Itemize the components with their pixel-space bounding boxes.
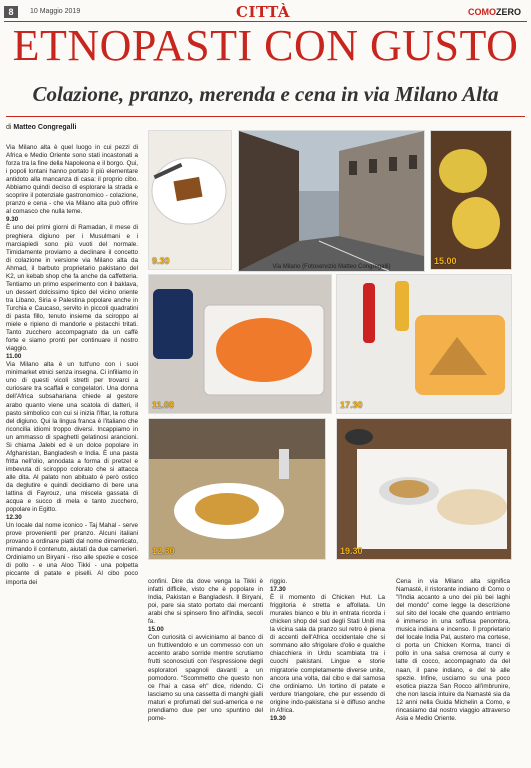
time-heading-19-30: 19.30: [270, 714, 286, 722]
intro-paragraph: Via Milano alta è quel luogo in cui pezzi di Africa e Medio Oriente sono stati incastonati a forza tra la fine della Napoleona e il borgo. Qui, i popoli lontani hanno portato il più elementare antidoto alla mancanza di casa: il proprio cibo. Abbiamo quindi deciso di esplorare la strada e scoprire il potenziale gastronomico - colazione, pranzo e cena - che via Milano alta può offrire al comasco che nulla teme.: [6, 144, 138, 216]
page-number: 8: [4, 6, 18, 18]
jalebi-illustration: [149, 275, 331, 413]
article-column-4: [396, 578, 510, 723]
photo-biryani: [148, 418, 326, 560]
photo-time-17-30: 17.30: [340, 400, 363, 410]
paragraph-afternoon: riggio.: [270, 578, 288, 585]
article-column-2: [148, 578, 263, 723]
plate-illustration: [149, 131, 231, 269]
photo-time-11-00: 11.00: [152, 400, 175, 410]
mango-illustration: [431, 131, 511, 269]
samosa-illustration: [337, 275, 511, 413]
photo-time-12-30: 12.30: [152, 546, 175, 556]
time-heading-17-30: 17.30: [270, 586, 286, 594]
photo-time-9-30: 9.30: [152, 256, 170, 266]
issue-date: 10 Maggio 2019: [30, 8, 81, 15]
photo-time-19-30: 19.30: [340, 546, 363, 556]
section-prefix: COMO: [467, 7, 496, 17]
time-heading-12-30: 12.30: [6, 514, 22, 522]
article-column-1: [6, 144, 138, 587]
newspaper-logo: CITTÀ: [236, 3, 291, 21]
biryani-illustration: [149, 419, 325, 559]
photo-chicken-korma: [336, 418, 512, 560]
time-heading-9-30: 9.30: [6, 216, 19, 224]
photo-via-milano: [238, 130, 425, 272]
paragraph-borders: confini. Dire da dove venga la Tikki è infatti difficile, visto che è popolare in India, Pakistan e Bangladesh. Il Biryani, poi, pare sia stato portato dai mercanti arabi che si spinsero fino all'India, secoli fa.: [148, 578, 263, 626]
section-label: [468, 7, 521, 17]
photo-mangoes: [430, 130, 512, 270]
paragraph-lunch: Un locale dal nome iconico - Taj Mahal - serve prove provenienti per pranzo. Alcuni italiani provano a ordinare piatti dal nome dimenticato, mimando il contenuto, aiutati da due camerieri. Ordiniamo un Biryani - riso alle spezie e cosce di pollo - e una Aloo Tikki - una polpetta piccante di patate e piselli. Al cibo poco importa dei: [6, 522, 138, 586]
subtitle-rule: [6, 116, 525, 117]
byline: [6, 124, 76, 131]
paragraph-fruit: Con curiosità ci avviciniamo al banco di un fruttivendolo e un commesso con un accento arabo sorride mentre scrutiamo frutti sconosciuti con l'espressione degli esploratori spagnoli davanti a un pomodoro. "Scommetto che questo non ce l'hai a casa eh" dice, ridendo. Ci lasciamo su una cassetta di manghi gialli maturi e profumati del sud-america e ne prendiamo due per uno spuntino del pome-: [148, 634, 263, 722]
author-name: Matteo Congregalli: [13, 124, 77, 131]
byline-prefix: di: [6, 124, 12, 131]
photo-samosa: [336, 274, 512, 414]
paragraph-breakfast: È uno dei primi giorni di Ramadan, il mese di preghiera digiuno per i Musulmani e i marciapiedi sono più vuoti del normale. Timidamente proviamo a declinare il concetto di colazione in versione via Milano alta da Ahmad, il barbuto proprietario pakistano del K2, un kebab shop che fa anche da caffetteria. Tentiamo un primo esperimento con il baklava, un dessert dolcissimo tipico del vicino oriente tra Libano, Siria e Palestina popolare anche in Turchia e Caucaso, servito in piccoli quadratini di pasta fillo, tenuto insieme da sciroppo al miele e ripieno di mandorle e pistacchi tritati. Tanto zucchero accompagnato da un caffè forte e siamo pronti per continuare il nostro viaggio.: [6, 224, 138, 353]
subtitle: Colazione, pranzo, merenda e cena in via Milano Alta: [32, 82, 499, 106]
time-heading-15-00: 15.00: [148, 626, 164, 634]
headline: ETNOPASTI CON GUSTO: [12, 21, 519, 70]
street-illustration: [239, 131, 424, 271]
paragraph-dinner: Cena in via Milano alta significa Namasté, il ristorante indiano di Como o "l'India accanto a uno dei più bei laghi del mondo" come legge la descrizione sul sito del locale che quando entriamo è immerso in una soffusa penombra, musica indiana e incenso. Il proprietario del locale India Pal, austero ma cortese, ci porta un Chicken Korma, tranci di pollo in una salsa cremosa al curry e latte di cocco, accompagnato da del naan, il pane indiano, e del tè alle spezie. Infine, usciamo su una poco esotica piazza San Rocco all'imbrunire, che non lascia intuire da Namasté sia da 12 anni nella Guida Michelin a Como, e rincasiamo dal nostro viaggio attraverso Asia e Medio Oriente.: [396, 578, 510, 722]
time-heading-11-00: 11.00: [6, 353, 22, 361]
article-column-3: [270, 578, 385, 723]
paragraph-chicken-hut: È il momento di Chicken Hut. La friggitoria è stretta e affollata. Un murales bianco e blu in entrata ricorda i chicken shop del sud degli Stati Uniti ma la vicina sala da pranzo sul retro è piena di accenti dell'Africa occidentale che si sommano allo sfrigolare d'olio e qualche chiacchiera in Urdu scambiata tra i cuochi pakistani. Lingue e storie migratorie completamente diverse unite, ancora una volta, dal cibo e dal samosa che ordiniamo. Un tortino di patate e verdure triangolare, che pur essendo di origine indo-pakistana si è diffuso anche in Africa.: [270, 594, 385, 714]
korma-illustration: [337, 419, 511, 559]
paragraph-minimarket: Via Milano alta è un tutt'uno con i suoi minimarket etnici senza insegna. Ci infiliamo in uno di questi vicoli stretti per trovarci a curiosare tra scaffali e congelatori. Una donna dell'Africa subsahariana chiede al gestore arabo quanto viene una scatola di datteri, il pasto simbolico con cui si inizia l'iftar, la rottura del digiuno. Qui la lingua franca è l'italiano che riconcilia idiomi troppo diversi. Incappiamo in un ammasso di spaghetti gelatinosi arancioni. Si chiama Jalebi ed è un dolce popolare in Afghanistan, Bangladesh e India. È una pasta fritta nell'olio, annodata a forma di pretzel e imbevuta di sciroppo colorato che si attacca alle dita. Al palato non abituato è però ostico da deglutire e quindi decidiamo di bere una lattina di Fayrouz, una miscela gassata di acqua e succo di mela e tanto zucchero, popolare in Egitto.: [6, 361, 138, 514]
section-suffix: ZERO: [495, 7, 521, 17]
photo-baklava: [148, 130, 232, 270]
photo-time-15-00: 15.00: [434, 256, 457, 266]
photo-jalebi: [148, 274, 332, 414]
photo-caption-via-milano: Via Milano (Fotoservizio Matteo Congregalli): [272, 264, 391, 270]
